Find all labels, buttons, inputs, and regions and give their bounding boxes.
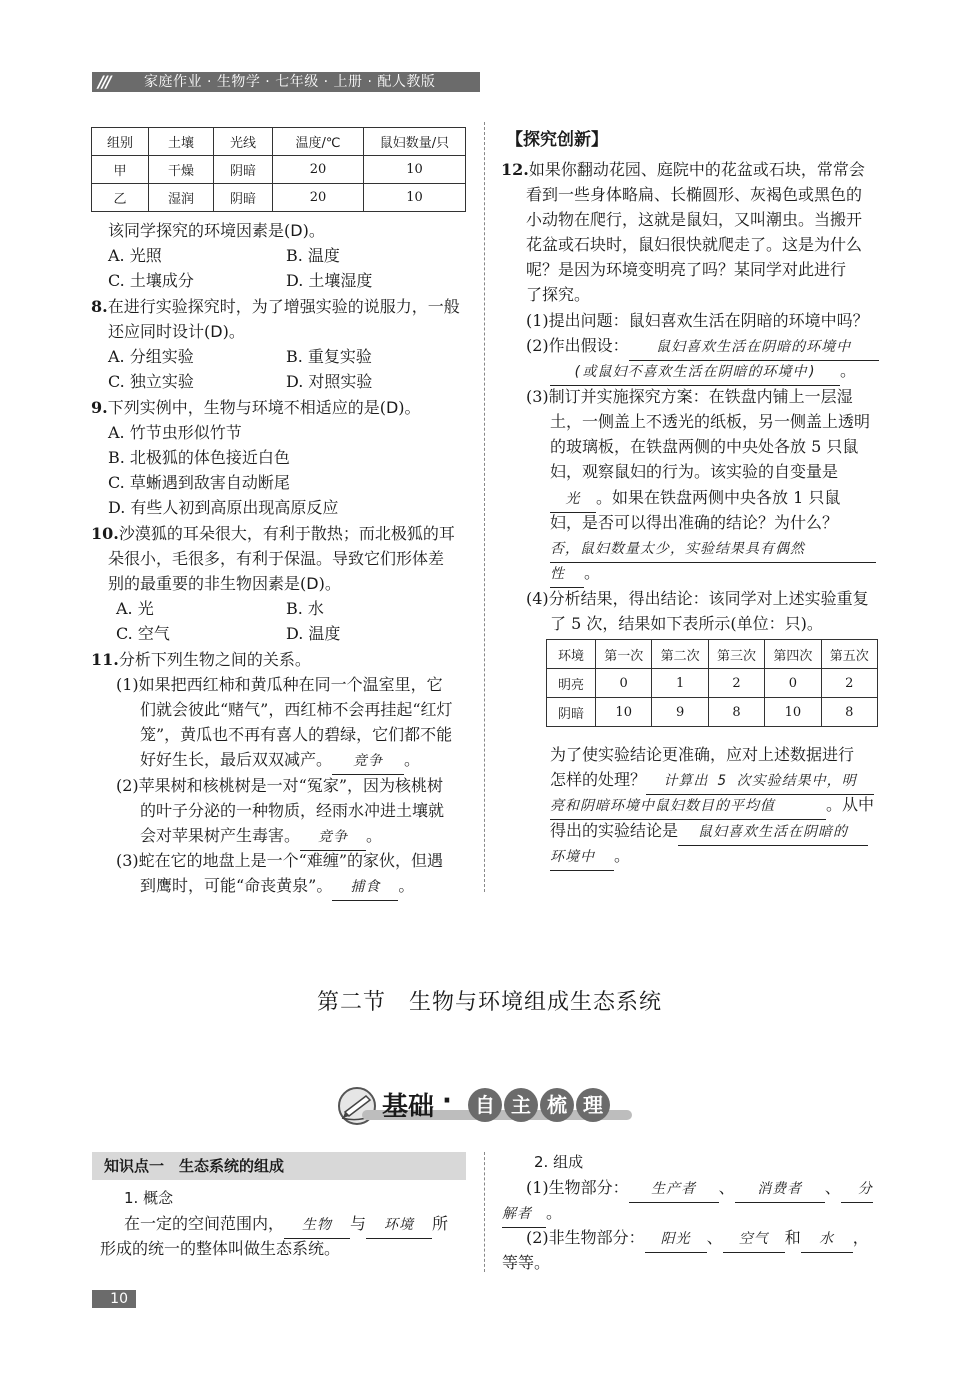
kp1-line1: 在一定的空间范围内， 生物 与 环境 所 (124, 1211, 448, 1239)
banner-circle-char: 自 (468, 1088, 502, 1122)
table-cell: 8 (821, 698, 877, 727)
q11-p3-line1: (3)蛇在它的地盘上是一个“难缠”的家伙，但遇 (116, 851, 444, 870)
table-row (547, 698, 878, 727)
section-title: 第二节 生物与环境组成生态系统 (316, 990, 662, 1015)
q12-step3-line6: 妇，是否可以得出准确的结论？为什么？ (550, 513, 839, 532)
kp1-answer-environment: 环境 (366, 1213, 432, 1239)
q11-p2-line2: 的叶子分泌的一种物质，经雨水冲进土壤就 (140, 801, 445, 820)
q10-option-a: A. 光 (116, 599, 154, 618)
table-cell: 0 (765, 669, 821, 698)
q12-method-answer-cont: 亮和阴暗环境中鼠妇数目的平均值 (550, 794, 826, 820)
table-cell: 0 (596, 669, 652, 698)
explore-heading: 【探究创新】 (506, 130, 608, 150)
q8-answer: D (210, 322, 223, 341)
q10-option-d: D. 温度 (286, 624, 341, 643)
q12-intro-line3: 小动物在爬行，这就是鼠妇，又叫潮虫。当搬开 (526, 210, 863, 229)
q9-option-c: C. 草蜥遇到敌害自动断尾 (108, 473, 290, 492)
q12-after-line4: 得出的实验结论是 鼠妇喜欢生活在阴暗的 (550, 818, 868, 846)
q8-number: 8. (91, 297, 108, 316)
table-cell: 阴暗 (547, 698, 596, 727)
q8-option-c: C. 独立实验 (108, 372, 194, 391)
q7-option-d: D. 土壤湿度 (286, 271, 373, 290)
knowledge-point-bar (92, 1152, 466, 1180)
kp2-answer-producer: 生产者 (629, 1177, 719, 1203)
q12-after-line2: 怎样的处理？ 计算出 5 次实验结果中，明 (550, 767, 874, 795)
q11-p2-line1: (2)苹果树和核桃树是一对“冤家”，因为核桃树 (116, 776, 444, 795)
q12-step3-line8: 性 。 (550, 560, 600, 588)
header-title: 家庭作业 · 生物学 · 七年级 · 上册 · 配人教版 (144, 74, 436, 90)
q12-step3-line7 (550, 535, 876, 563)
q11-p1-line2: 们就会彼此“赌气”，西红柿不会再挂起“红灯 (140, 700, 453, 719)
q12-step2-line2: (或鼠妇不喜欢生活在阴暗的环境中) 。 (550, 358, 856, 386)
table-cell: 8 (708, 698, 764, 727)
column-divider-lower (484, 1152, 485, 1272)
q7-stem: 该同学探究的环境因素是(D)。 (108, 221, 325, 240)
q8-option-a: A. 分组实验 (108, 347, 194, 366)
q12-step1: (1)提出问题：鼠妇喜欢生活在阴暗的环境中吗？ (526, 311, 869, 330)
table-cell: 阴暗 (214, 156, 273, 184)
q7-answer: D (290, 221, 303, 240)
results-table-header: 第三次 (708, 640, 764, 669)
q11-p1-line3: 笼”，黄瓜也不再有喜人的碧绿，它们都不能 (140, 725, 453, 744)
q9-number: 9. (91, 398, 108, 417)
knowledge-point-title: 知识点一 生态系统的组成 (104, 1157, 285, 1175)
q12-conclusion-answer: 鼠妇喜欢生活在阴暗的 (678, 820, 868, 846)
q12-step3-line2: 土，一侧盖上不透光的纸板，另一侧盖上透明 (550, 412, 871, 431)
q12-step3-line4: 妇，观察鼠妇的行为。该实验的自变量是 (550, 462, 839, 481)
banner-circle-char: 梳 (540, 1088, 574, 1122)
q12-variable-answer: 光 (550, 487, 596, 513)
table-cell: 10 (364, 184, 466, 212)
q8-line2: 还应同时设计(D)。 (108, 322, 245, 341)
q12-step4-line2: 了 5 次，结果如下表所示(单位：只)。 (550, 614, 823, 633)
kp2-etc: 等等。 (502, 1253, 551, 1272)
kp2-answer-water: 水 (801, 1227, 853, 1253)
banner (336, 1078, 636, 1134)
q10-option-c: C. 空气 (116, 624, 170, 643)
q11-stem: 11.分析下列生物之间的关系。 (91, 650, 311, 669)
table-cell: 1 (652, 669, 708, 698)
soil-table-header: 鼠妇数量/只 (364, 128, 466, 156)
q10-line1: 10.沙漠狐的耳朵很大，有利于散热；而北极狐的耳 (91, 524, 455, 543)
table-cell: 10 (765, 698, 821, 727)
running-header (92, 72, 480, 92)
q8-line1: 8.在进行实验探究时，为了增强实验的说服力，一般 (91, 297, 460, 316)
table-cell: 2 (821, 669, 877, 698)
q11-p1-answer: 竞争 (332, 749, 404, 775)
q8-option-b: B. 重复实验 (286, 347, 372, 366)
kp2-bio-line: (1)生物部分： 生产者 、 消费者 、 分 (526, 1175, 873, 1203)
table-cell: 20 (273, 184, 364, 212)
results-table (546, 639, 878, 727)
banner-dot: · (442, 1086, 452, 1116)
q12-step3-line3: 的玻璃板，在铁盘两侧的中央处各放 5 只鼠 (550, 437, 859, 456)
results-table-header: 第四次 (765, 640, 821, 669)
kp1-subheading: 1. 概念 (124, 1189, 174, 1207)
banner-circle-char: 理 (576, 1088, 610, 1122)
q12-step2-line1: (2)作出假设： 鼠妇喜欢生活在阴暗的环境中 (526, 333, 879, 361)
q10-answer: D (306, 574, 319, 593)
soil-table-header: 温度/℃ (273, 128, 364, 156)
q9-option-d: D. 有些人初到高原出现高原反应 (108, 498, 339, 517)
page-number: 10 (110, 1291, 128, 1307)
q7-option-c: C. 土壤成分 (108, 271, 194, 290)
table-row (92, 156, 466, 184)
q7-option-a: A. 光照 (108, 246, 162, 265)
q10-line2: 朵很小，毛很多，有利于保温。导致它们形体差 (108, 549, 445, 568)
q9-answer: D (385, 398, 399, 417)
q7-option-b: B. 温度 (286, 246, 340, 265)
q11-p2-answer: 竞争 (300, 825, 366, 851)
table-cell: 乙 (92, 184, 149, 212)
q11-number: 11. (91, 650, 119, 669)
column-divider (484, 122, 485, 892)
kp2-answer-decomposer: 分 (841, 1177, 873, 1203)
q11-p1-line1: (1)如果把西红柿和黄瓜种在同一个温室里，它 (116, 675, 443, 694)
table-row (547, 669, 878, 698)
kp2-subheading: 2. 组成 (534, 1153, 584, 1171)
table-cell: 甲 (92, 156, 149, 184)
q11-p1-line4: 好好生长，最后双双减产。 竞争 。 (140, 747, 420, 775)
kp1-line2: 形成的统一的整体叫做生态系统。 (100, 1239, 341, 1258)
table-cell: 10 (596, 698, 652, 727)
q12-step3-line5: 光 。如果在铁盘两侧中央各放 1 只鼠 (550, 485, 840, 513)
q9-option-a: A. 竹节虫形似竹节 (108, 423, 242, 442)
results-table-header: 第二次 (652, 640, 708, 669)
q12-method-answer: 计算出 5 次实验结果中，明 (646, 769, 874, 795)
q12-after-line3: 亮和阴暗环境中鼠妇数目的平均值 。从中 (550, 792, 874, 820)
kp1-answer-biology: 生物 (284, 1213, 350, 1239)
q12-intro-line5: 呢？是因为环境变明亮了吗？某同学对此进行 (526, 260, 847, 279)
table-cell: 20 (273, 156, 364, 184)
banner-word: 基础 (382, 1092, 435, 1122)
kp2-answer-consumer: 消费者 (735, 1177, 825, 1203)
results-table-header: 第一次 (596, 640, 652, 669)
header-slashes-icon: /// (98, 72, 110, 91)
q12-conclusion-answer-end: 环境中 (550, 845, 614, 871)
page-number-tab (92, 1290, 136, 1308)
soil-table-header: 组别 (92, 128, 149, 156)
results-table-header: 第五次 (821, 640, 877, 669)
table-cell: 明亮 (547, 669, 596, 698)
q12-step3-line1: (3)制订并实施探究方案：在铁盘内铺上一层湿 (526, 387, 853, 406)
q11-p2-line3: 会对苹果树产生毒害。 竞争 。 (140, 823, 382, 851)
table-cell: 9 (652, 698, 708, 727)
kp2-answer-sunlight: 阳光 (645, 1227, 707, 1253)
kp2-nonbio-line: (2)非生物部分： 阳光 、 空气 和 水 ， (526, 1225, 869, 1253)
results-table-header: 环境 (547, 640, 596, 669)
kp2-answer-decomposer-end: 解者 (502, 1202, 546, 1228)
q11-p3-answer: 捕食 (332, 875, 398, 901)
q12-intro-line1: 12.如果你翻动花园、庭院中的花盆或石块，常常会 (501, 160, 865, 179)
kp2-answer-air: 空气 (723, 1227, 785, 1253)
soil-table-header: 光线 (214, 128, 273, 156)
q12-reason-answer-end: 性 (550, 562, 584, 588)
soil-table-header: 土壤 (149, 128, 214, 156)
q9-stem: 9.下列实例中，生物与环境不相适应的是(D)。 (91, 398, 421, 417)
table-cell: 阴暗 (214, 184, 273, 212)
table-cell: 2 (708, 669, 764, 698)
q11-p3-line2: 到鹰时，可能“命丧黄泉”。 捕食 。 (140, 873, 414, 901)
q12-step4-line1: (4)分析结果，得出结论：该同学对上述实验重复 (526, 589, 869, 608)
q12-reason-answer: 否，鼠妇数量太少，实验结果具有偶然 (550, 537, 876, 563)
q12-number: 12. (501, 160, 529, 179)
q12-intro-line4: 花盆或石块时，鼠妇很快就爬走了。这是为什么 (526, 235, 863, 254)
q12-hypothesis-alt-answer: (或鼠妇不喜欢生活在阴暗的环境中) (550, 360, 840, 386)
q10-line3: 别的最重要的非生物因素是(D)。 (108, 574, 341, 593)
q12-after-line5: 环境中 。 (550, 843, 630, 871)
q12-intro-line2: 看到一些身体略扁、长椭圆形、灰褐色或黑色的 (526, 185, 863, 204)
q12-after-line1: 为了使实验结论更准确，应对上述数据进行 (550, 745, 855, 764)
q10-number: 10. (91, 524, 119, 543)
q8-option-d: D. 对照实验 (286, 372, 373, 391)
table-cell: 干燥 (149, 156, 214, 184)
soil-table (91, 127, 466, 212)
table-cell: 10 (364, 156, 466, 184)
banner-circle-char: 主 (504, 1088, 538, 1122)
q9-option-b: B. 北极狐的体色接近白色 (108, 448, 290, 467)
kp2-bio-line2: 解者 。 (502, 1200, 562, 1228)
q12-intro-line6: 了探究。 (526, 285, 591, 304)
q10-option-b: B. 水 (286, 599, 324, 618)
q12-hypothesis-answer: 鼠妇喜欢生活在阴暗的环境中 (629, 335, 879, 361)
table-row (92, 184, 466, 212)
table-cell: 湿润 (149, 184, 214, 212)
